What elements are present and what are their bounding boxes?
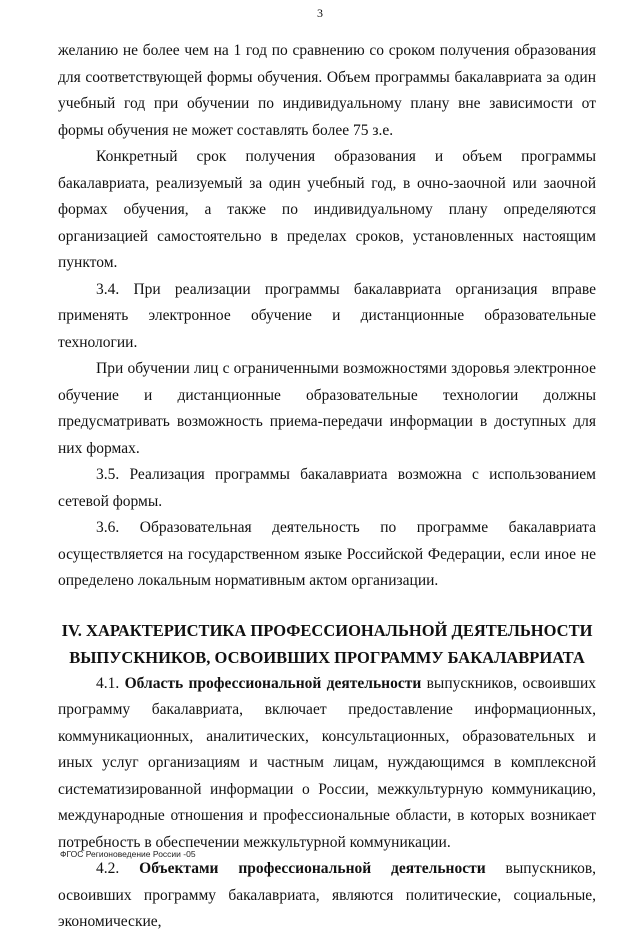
- section-heading-line-2: ВЫПУСКНИКОВ, ОСВОИВШИХ ПРОГРАММУ БАКАЛАВРИАТА: [69, 647, 585, 667]
- document-footer: ФГОС Регионоведение России -05: [60, 849, 196, 859]
- paragraph-3-5: 3.5. Реализация программы бакалавриата возможна с использованием сетевой формы.: [58, 466, 596, 510]
- paragraph-continuation: желанию не более чем на 1 год по сравнению со сроком получения образования для соответствующей формы обучения. Объем программы бакалавриата за один учебный год при обучении по индивидуальному плану вне зависимости от формы обучения не может составлять более 75 з.е.: [58, 42, 596, 139]
- item-text: выпускников, освоивших программу бакалавриата, включает предоставление информационных, коммуникационных, аналитических, консультационных, образовательных и иных услуг организациям и частным лицам, нуждающимся в комплексной систематизированной информации о России, межкультурную коммуникацию, международные отношения и профессиональные области, в которых возникает потребность в обеспечении межкультурной коммуникации.: [58, 674, 596, 851]
- paragraph-3-4: 3.4. При реализации программы бакалавриата организация вправе применять электронное обучение и дистанционные образовательные технологии.: [58, 280, 596, 351]
- paragraph-4-1: [58, 671, 596, 857]
- section-heading: [58, 617, 596, 671]
- document-body: [58, 38, 596, 936]
- item-text: выпускников, освоивших программу бакалавриата, являются политические, социальные, экономические,: [58, 860, 597, 930]
- paragraph-3-6: 3.6. Образовательная деятельность по программе бакалавриата осуществляется на государственном языке Российской Федерации, если иное не определено локальным нормативным актом организации.: [58, 519, 596, 589]
- paragraph-disabilities: При обучении лиц с ограниченными возможностями здоровья электронное обучение и дистанционные образовательные технологии должны предусматривать возможность приема-передачи информации в доступных для них формах.: [58, 360, 596, 457]
- page-number: 3: [317, 6, 323, 20]
- item-number: 4.2.: [96, 860, 140, 877]
- paragraph-4-2: [58, 856, 596, 936]
- paragraph-term-volume: Конкретный срок получения образования и объем программы бакалавриата, реализуемый за один учебный год, в очно-заочной или заочной формах обучения, а также по индивидуальному плану определяются организацией самостоятельно в пределах сроков, установленных настоящим пунктом.: [58, 148, 596, 271]
- item-number: 4.1.: [96, 674, 125, 692]
- bold-term: Область профессиональной деятельности: [124, 674, 422, 692]
- bold-term: Объектами профессиональной деятельности: [139, 860, 486, 877]
- section-heading-line-1: IV. ХАРАКТЕРИСТИКА ПРОФЕССИОНАЛЬНОЙ ДЕЯТЕЛЬНОСТИ: [61, 620, 593, 640]
